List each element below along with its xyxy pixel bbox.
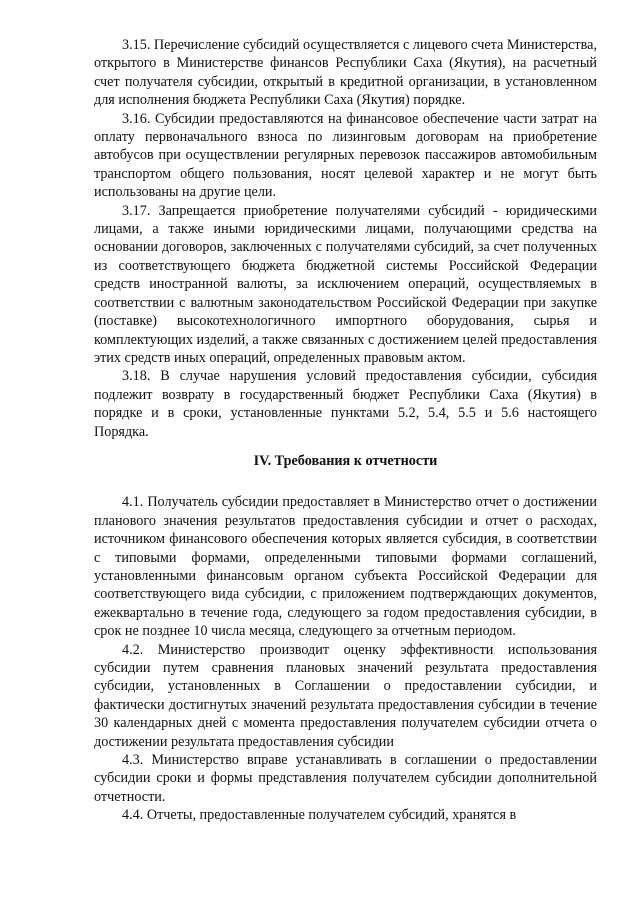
paragraph-3-16: 3.16. Субсидии предоставляются на финансовое обеспечение части затрат на оплату первоначального взноса по лизинговым договорам на приобретение автобусов при осуществлении регулярных перевозок пассажиров автомобильным транспортом общего пользования, носят целевой характер и не могут быть использованы на другие цели. [94,110,597,201]
section-heading: IV. Требования к отчетности [253,452,438,469]
paragraph-3-15: 3.15. Перечисление субсидий осуществляется с лицевого счета Министерства, открытого в Министерстве финансов Республики Саха (Якутия), на расчетный счет получателя субсидии, открытый в кредитной организации, в установленном для исполнения бюджета Республики Саха (Якутия) порядке. [94,37,597,109]
paragraph-3-18: 3.18. В случае нарушения условий предоставления субсидии, субсидия подлежит возврату в государственный бюджет Республики Саха (Якутия) в порядке и в сроки, установленные пунктами 5.2, 5.4, 5.5 и 5.6 настоящего Порядка. [94,368,597,440]
paragraph-4-3: 4.3. Министерство вправе устанавливать в соглашении о предоставлении субсидии сроки и формы представления получателем субсидии дополнительной отчетности. [94,752,597,805]
document-body [94,36,597,825]
paragraph-4-1: 4.1. Получатель субсидии предоставляет в Министерство отчет о достижении планового значения результатов предоставления субсидии и отчет о расходах, источником финансового обеспечения которых является субсидия, в соответствии с типовыми формами, определенными типовыми формами соглашений, установленными финансовым органом субъекта Российской Федерации для соответствующего вида субсидии, с приложением подтверждающих документов, ежеквартально в течение года, следующего за годом предоставления субсидии, в срок не позднее 10 числа месяца, следующего за отчетным периодом. [94,494,597,640]
paragraph-3-17: 3.17. Запрещается приобретение получателями субсидий - юридическими лицами, а также иными юридическими лицами, получающими средства на основании договоров, заключенных с получателями субсидий, за счет полученных из соответствующего бюджета бюджетной системы Российской Федерации средств иностранной валюты, за исключением операций, осуществляемых в соответствии с валютным законодательством Российской Федерации при закупке (поставке) высокотехнологичного импортного оборудования, сырья и комплектующих изделий, а также связанных с достижением целей предоставления этих средств иных операций, определенных правовым актом. [94,202,597,366]
paragraph-4-4: 4.4. Отчеты, предоставленные получателем субсидий, хранятся в [122,807,517,824]
paragraph-4-2: 4.2. Министерство производит оценку эффективности использования субсидии путем сравнения плановых значений результата предоставления субсидии, установленных в Соглашении о предоставлении субсидии, и фактически достигнутых значений результата предоставления субсидии в течение 30 календарных дней с момента предоставления получателем субсидии отчета о достижении результата предоставления субсидии [94,641,597,750]
